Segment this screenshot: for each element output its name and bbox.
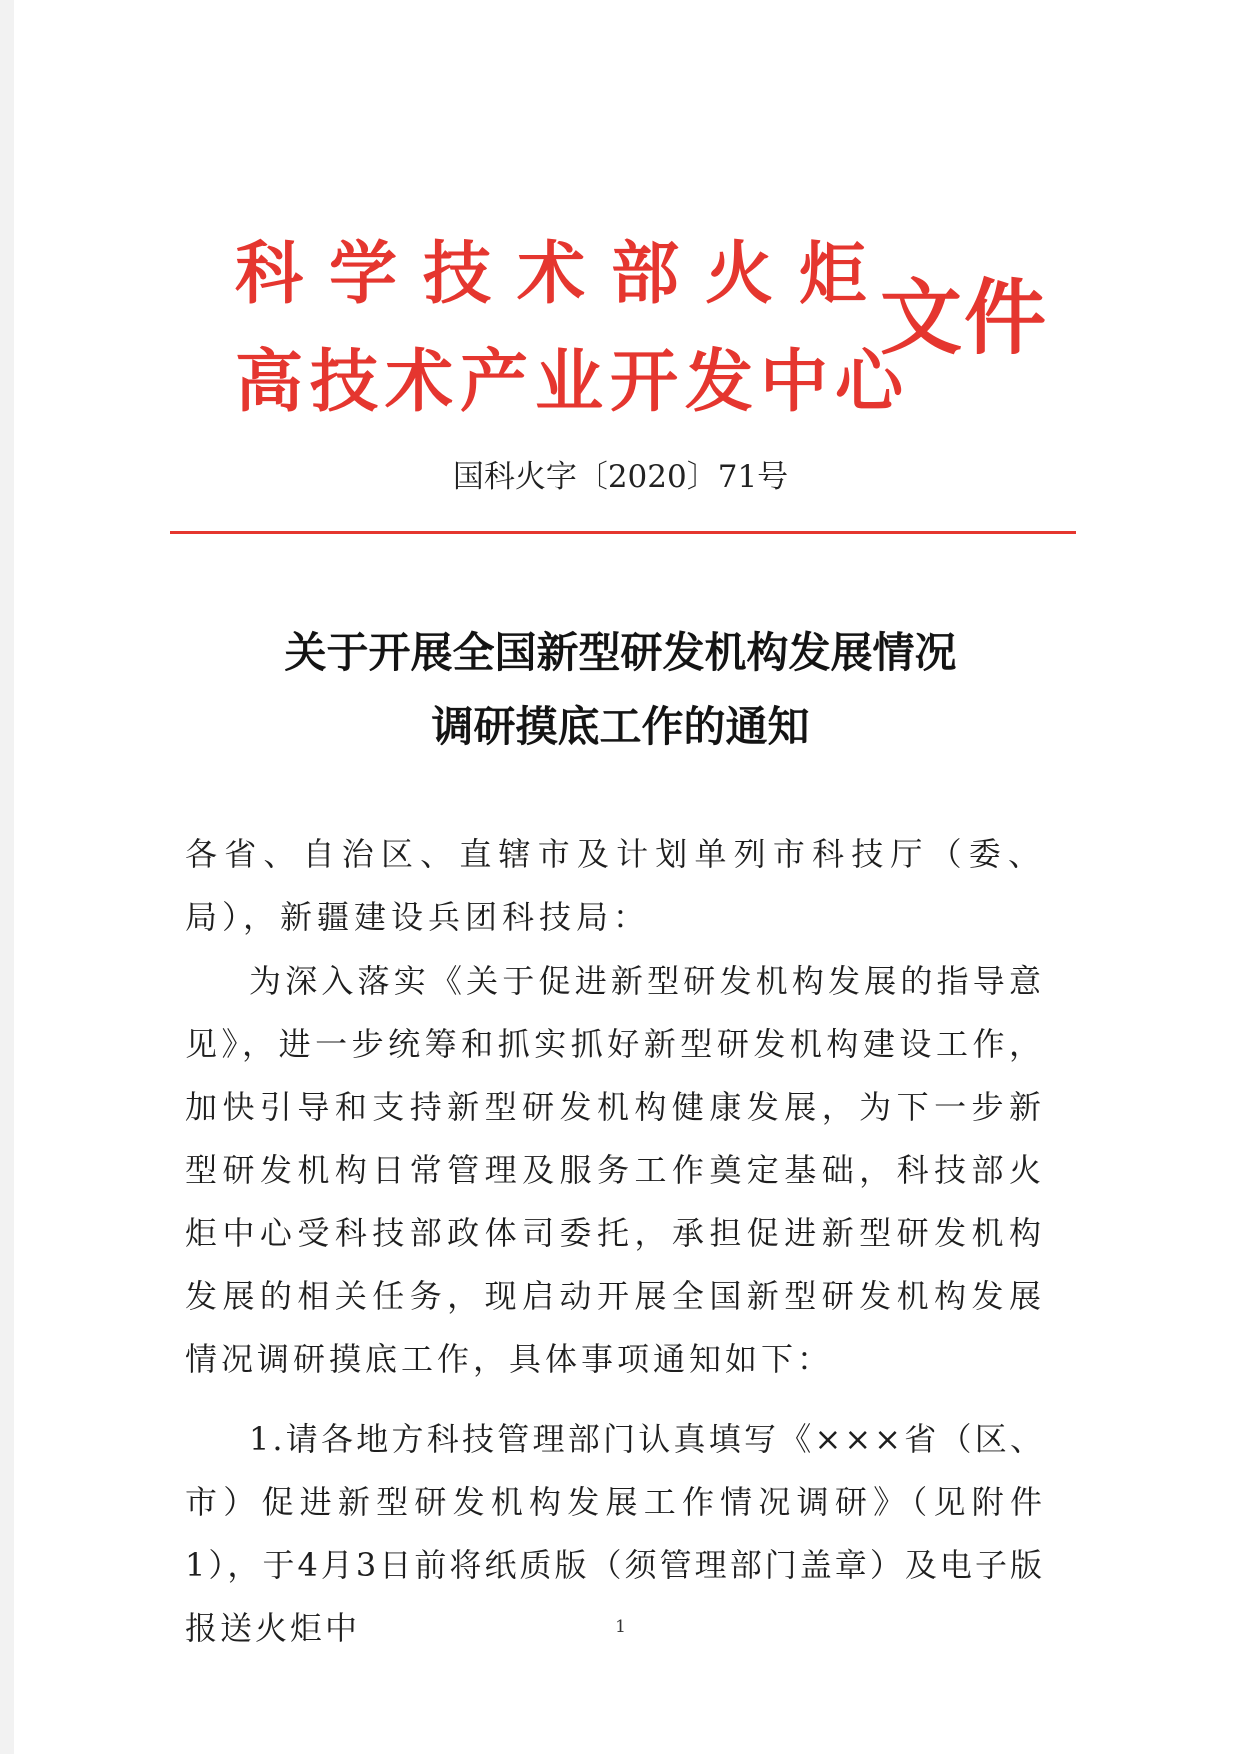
issuing-org-line-2: 高技术产业开发中心 <box>235 342 911 422</box>
page-edge-shadow <box>0 0 14 1754</box>
body-paragraph-1: 为深入落实《关于促进新型研发机构发展的指导意见》，进一步统筹和抓实抓好新型研发机构建设工作，加快引导和支持新型研发机构健康发展，为下一步新型研发机构日常管理及服务工作奠定基础，科技部火炬中心受科技部政体司委托，承担促进新型研发机构发展的相关任务，现启动开展全国新型研发机构发展情况调研摸底工作，具体事项通知如下： <box>185 962 1045 1378</box>
document-type-label: 文件 <box>880 270 1049 366</box>
notice-title-line-1: 关于开展全国新型研发机构发展情况 <box>284 628 957 677</box>
page-number: 1 <box>615 1617 626 1637</box>
issuing-org-line-1: 科学技术部火炬 <box>235 234 894 314</box>
salutation: 各省、自治区、直辖市及计划单列市科技厅（委、局），新疆建设兵团科技局： <box>185 835 1045 936</box>
document-number: 国科火字〔2020〕71号 <box>452 459 789 495</box>
body-paragraph-2: 1.请各地方科技管理部门认真填写《×××省（区、市）促进新型研发机构发展工作情况调研》（见附件1），于4月3日前将纸质版（须管理部门盖章）及电子版报送火炬中 <box>185 1420 1045 1647</box>
red-separator-line <box>170 531 1076 534</box>
notice-title-line-2: 调研摸底工作的通知 <box>431 702 810 751</box>
